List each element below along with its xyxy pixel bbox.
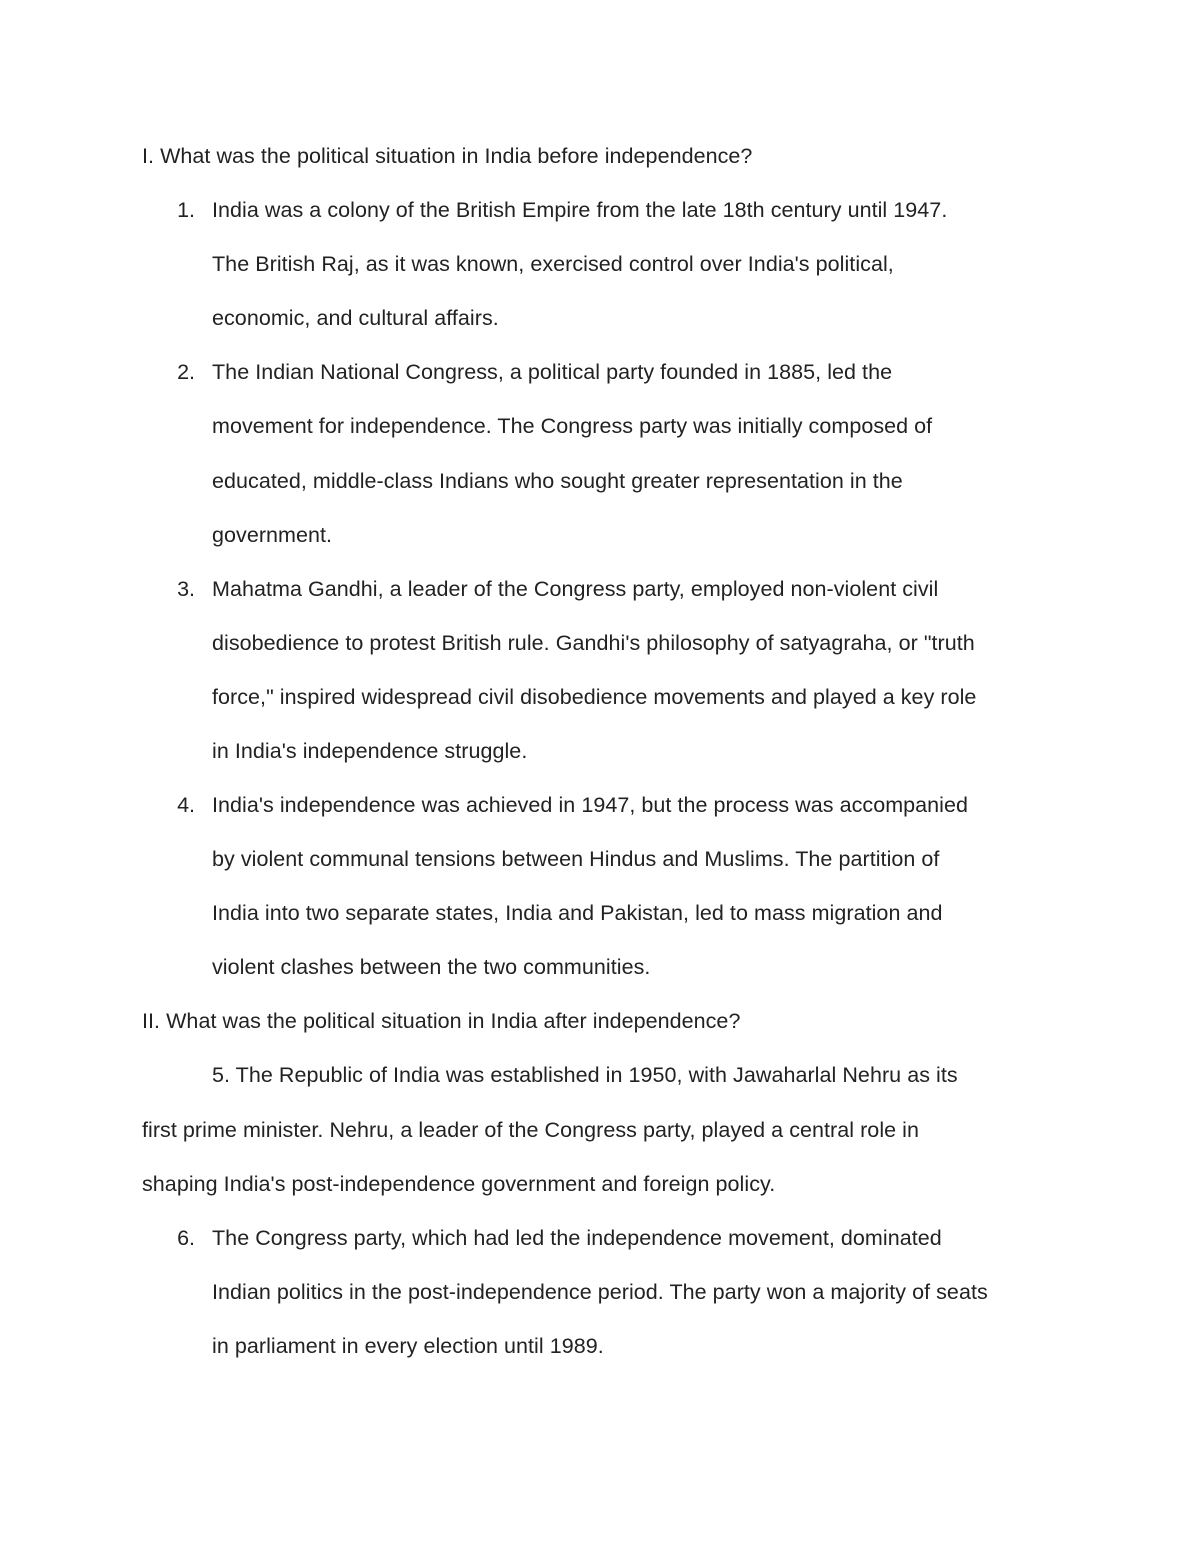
item-4-line-2: by violent communal tensions between Hindus and Muslims. The partition of xyxy=(212,847,940,871)
item-2-line-3: educated, middle-class Indians who sought greater representation in the xyxy=(212,469,903,493)
item-6-line-2: Indian politics in the post-independence period. The party won a majority of seats xyxy=(212,1280,988,1304)
item-number: 1. xyxy=(177,198,195,222)
item-1-line-1: India was a colony of the British Empire from the late 18th century until 1947. xyxy=(212,198,948,222)
item-3-line-3: force," inspired widespread civil disobedience movements and played a key role xyxy=(212,685,977,709)
paragraph-5-line-3: shaping India's post-independence government and foreign policy. xyxy=(142,1172,776,1196)
item-2-line-1: The Indian National Congress, a political party founded in 1885, led the xyxy=(212,360,893,384)
item-number: 3. xyxy=(177,577,195,601)
section-1-heading: I. What was the political situation in India before independence? xyxy=(142,144,753,168)
item-2-line-2: movement for independence. The Congress party was initially composed of xyxy=(212,414,933,438)
item-number: 4. xyxy=(177,793,195,817)
item-3-line-2: disobedience to protest British rule. Gandhi's philosophy of satyagraha, or "truth xyxy=(212,631,975,655)
item-4-line-3: India into two separate states, India and Pakistan, led to mass migration and xyxy=(212,901,943,925)
item-3-line-1: Mahatma Gandhi, a leader of the Congress party, employed non-violent civil xyxy=(212,577,939,601)
paragraph-5-line-1: 5. The Republic of India was established in 1950, with Jawaharlal Nehru as its xyxy=(212,1063,958,1087)
item-1-line-3: economic, and cultural affairs. xyxy=(212,306,499,330)
item-4-line-4: violent clashes between the two communities. xyxy=(212,955,651,979)
item-3-line-4: in India's independence struggle. xyxy=(212,739,528,763)
item-number: 2. xyxy=(177,360,195,384)
item-2-line-4: government. xyxy=(212,523,333,547)
paragraph-5-line-2: first prime minister. Nehru, a leader of the Congress party, played a central role in xyxy=(142,1118,920,1142)
item-6-line-1: The Congress party, which had led the independence movement, dominated xyxy=(212,1226,942,1250)
item-4-line-1: India's independence was achieved in 1947, but the process was accompanied xyxy=(212,793,969,817)
item-6-line-3: in parliament in every election until 1989. xyxy=(212,1334,604,1358)
section-2-heading: II. What was the political situation in India after independence? xyxy=(142,1009,741,1033)
item-1-line-2: The British Raj, as it was known, exercised control over India's political, xyxy=(212,252,894,276)
item-number: 6. xyxy=(177,1226,195,1250)
